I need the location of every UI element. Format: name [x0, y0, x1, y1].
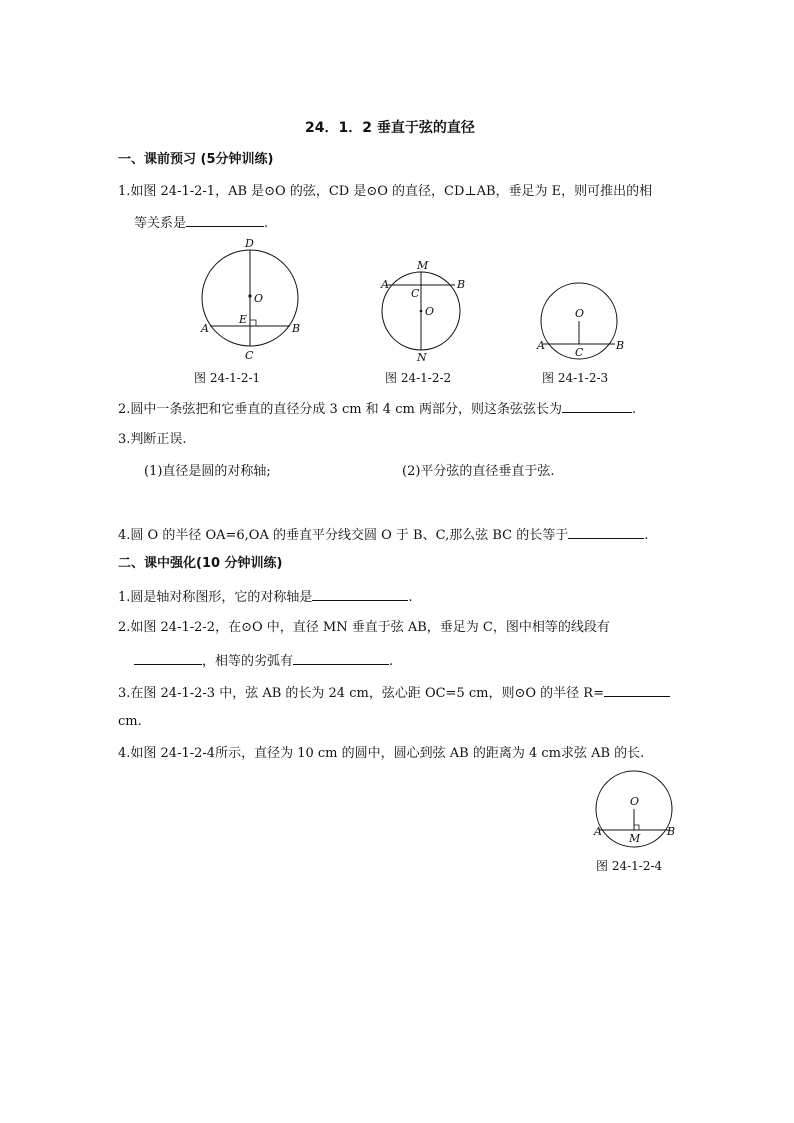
section-1-heading: 一、课前预习 (5分钟训练) [118, 152, 274, 167]
fig4-label-a: A [594, 825, 602, 838]
fig3-caption: 图 24-1-2-3 [542, 371, 609, 385]
figure-24-1-2-3 [535, 280, 625, 362]
fig1-caption: 图 24-1-2-1 [194, 371, 261, 385]
fig2-label-o: O [425, 305, 435, 318]
fig1-label-a: A [201, 322, 209, 335]
figure-24-1-2-4 [590, 768, 680, 850]
fig3-label-o: O [575, 307, 585, 320]
fig2-label-c: C [411, 287, 420, 300]
s1-question-3: 3.判断正误. [118, 432, 187, 447]
fig1-label-b: B [292, 322, 301, 335]
s2-q2-text: ，相等的劣弧有 [202, 654, 294, 669]
s2-q3-text: 3.在图 24-1-2-3 中，弦 AB 的长为 24 cm，弦心距 OC=5 cm，则⊙O 的半径 R= [118, 686, 604, 701]
s1-q4-period: . [644, 528, 649, 543]
s1-q4-answer-blank[interactable] [568, 526, 644, 539]
s1-question-2 [118, 400, 636, 418]
fig3-label-a: A [537, 339, 545, 352]
fig2-label-a: A [381, 278, 389, 291]
s1-q1-answer-blank[interactable] [186, 214, 264, 227]
fig2-caption: 图 24-1-2-2 [385, 371, 452, 385]
fig4-caption: 图 24-1-2-4 [596, 859, 663, 873]
s1-question-1-line-2 [134, 214, 268, 232]
s2-q2-answer-blank-1[interactable] [134, 652, 202, 665]
s2-q3-answer-blank[interactable] [604, 684, 670, 697]
fig1-label-d: D [245, 237, 254, 250]
fig1-label-c: C [245, 349, 254, 362]
section-2-heading: 二、课中强化(10 分钟训练) [118, 556, 283, 571]
fig3-label-b: B [616, 339, 625, 352]
s1-question-4 [118, 526, 648, 544]
fig2-label-b: B [457, 278, 466, 291]
s2-question-4: 4.如图 24-1-2-4所示，直径为 10 cm 的圆中，圆心到弦 AB 的距离为 4 cm求弦 AB 的长. [118, 746, 645, 761]
s2-question-2-line-2 [134, 652, 393, 670]
fig4-label-o: O [630, 795, 640, 808]
s1-q1-text: 等关系是 [134, 216, 187, 231]
s2-q1-answer-blank[interactable] [312, 588, 408, 601]
s2-question-3-line-2: cm. [118, 714, 142, 729]
s1-question-3b: (2)平分弦的直径垂直于弦. [402, 464, 555, 479]
fig4-label-b: B [667, 825, 676, 838]
s1-q2-period: . [631, 402, 637, 417]
page-title: 24．1．2 垂直于弦的直径 [305, 120, 475, 136]
s2-question-2-line-1: 2.如图 24-1-2-2，在⊙O 中，直径 MN 垂直于弦 AB，垂足为 C，图中相等的线段有 [118, 620, 610, 635]
s1-q4-text: 4.圆 O 的半径 OA=6,OA 的垂直平分线交圆 O 于 B、C,那么弦 BC 的长等于 [118, 528, 569, 543]
fig4-label-m: M [629, 832, 641, 845]
fig2-label-m: M [417, 259, 429, 272]
s2-q2-answer-blank-2[interactable] [293, 652, 389, 665]
fig3-label-c: C [575, 346, 584, 359]
s1-question-3a: (1)直径是圆的对称轴; [144, 464, 271, 479]
s2-question-3-line-1 [118, 684, 670, 702]
fig1-label-e: E [239, 313, 248, 326]
s2-q2-period: . [389, 654, 394, 669]
s1-question-1-line-1: 1.如图 24-1-2-1，AB 是⊙O 的弦，CD 是⊙O 的直径，CD⊥AB，垂足为 E，则可推出的相 [118, 184, 653, 199]
figure-24-1-2-1 [195, 232, 305, 362]
s2-q1-text: 1.圆是轴对称图形，它的对称轴是 [118, 590, 313, 605]
s1-q1-period: . [264, 216, 269, 231]
fig1-label-o: O [254, 292, 264, 305]
figure-24-1-2-2 [378, 258, 468, 363]
s1-q2-text: 2.圆中一条弦把和它垂直的直径分成 3 cm 和 4 cm 两部分，则这条弦弦长为 [118, 402, 562, 417]
s1-q2-answer-blank[interactable] [562, 400, 632, 413]
s2-q1-period: . [408, 590, 413, 605]
fig2-label-n: N [417, 351, 427, 364]
s2-question-1 [118, 588, 413, 606]
